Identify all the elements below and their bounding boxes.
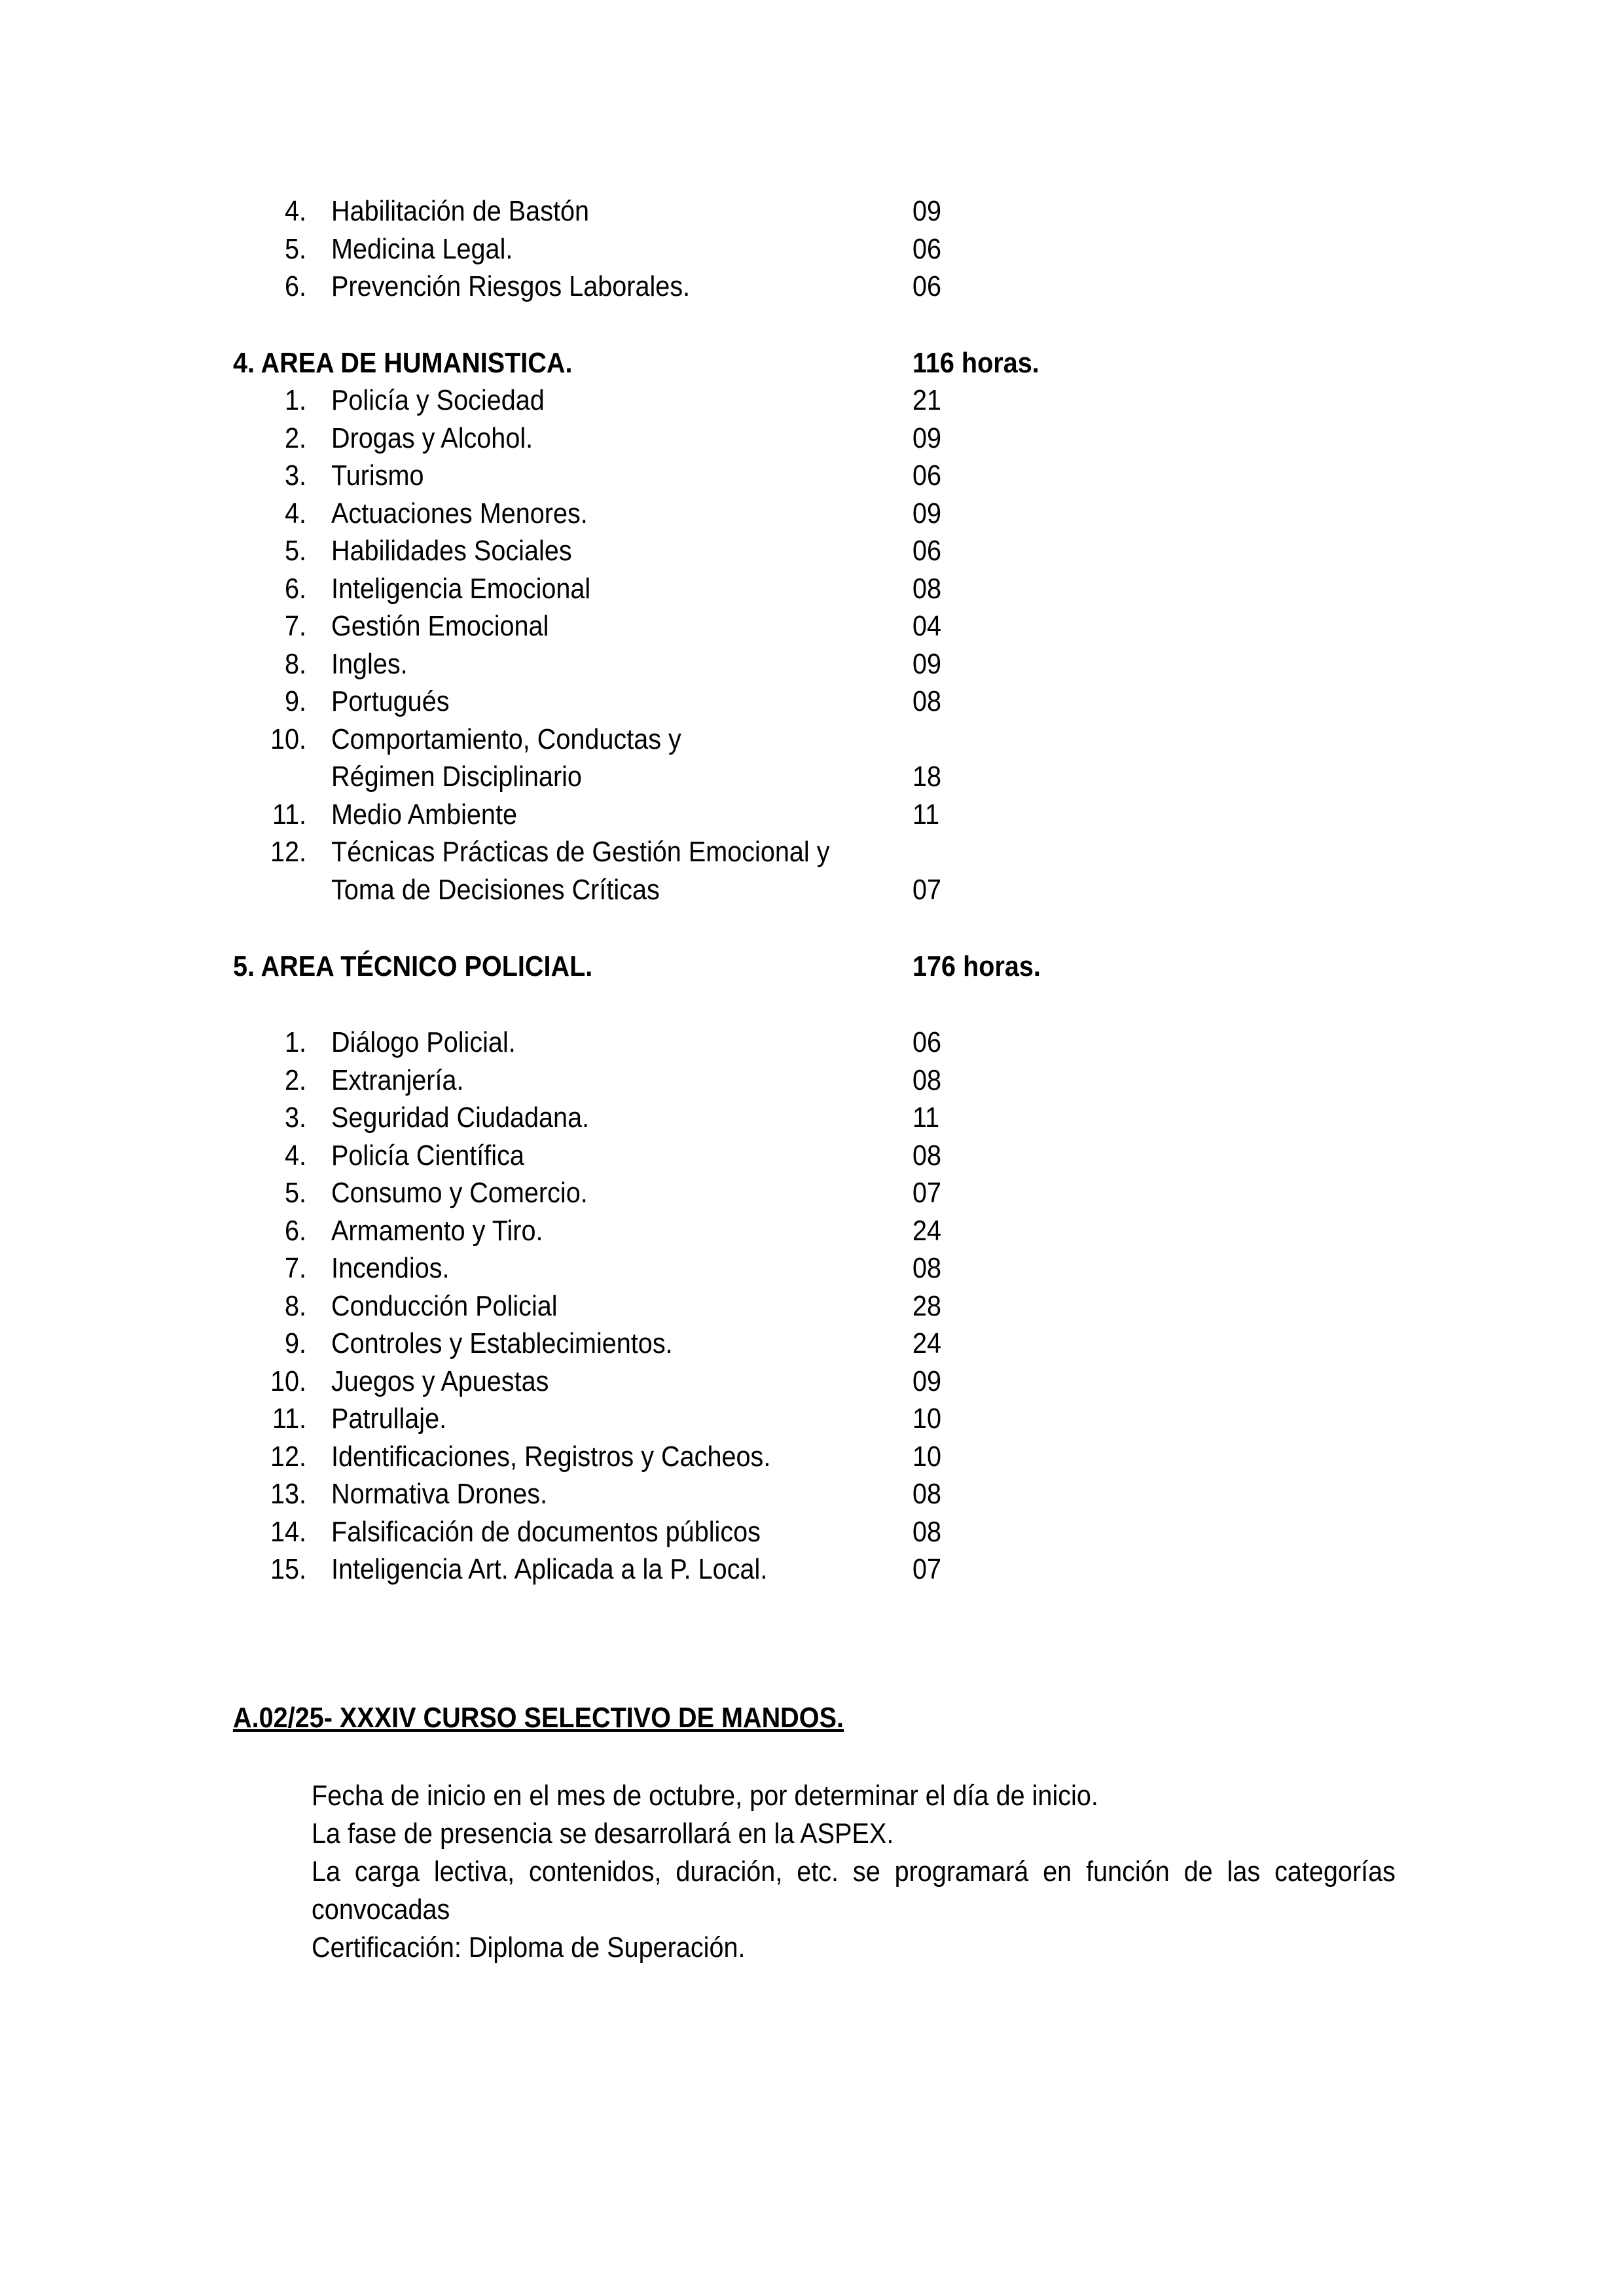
subject-label: Policía y Sociedad — [331, 384, 545, 416]
subject-label: Turismo — [331, 459, 424, 492]
subject-number: 4. — [284, 1139, 306, 1172]
subject-number: 9. — [284, 1327, 306, 1359]
subject-label: Extranjería. — [331, 1064, 464, 1096]
subject-label: Incendios. — [331, 1252, 450, 1284]
subject-number: 1. — [284, 1026, 306, 1058]
subject-hours: 06 — [912, 270, 942, 302]
subject-label: Medicina Legal. — [331, 232, 513, 265]
subject-label: Diálogo Policial. — [331, 1026, 516, 1058]
subject-hours: 07 — [912, 1553, 942, 1585]
subject-hours: 04 — [912, 610, 942, 642]
subject-number: 3. — [284, 1102, 306, 1134]
subject-hours: 24 — [912, 1214, 942, 1247]
workload-word: La — [312, 1856, 341, 1888]
subject-hours: 07 — [912, 1177, 942, 1209]
subject-number: 5. — [284, 1177, 306, 1209]
subject-label: Seguridad Ciudadana. — [331, 1102, 590, 1134]
subject-label: Comportamiento, Conductas y — [331, 723, 681, 755]
subject-number: 2. — [284, 422, 306, 454]
subject-hours: 09 — [912, 497, 942, 529]
subject-number: 11. — [272, 798, 306, 831]
subject-label: Gestión Emocional — [331, 610, 549, 642]
subject-label-continued: Régimen Disciplinario — [331, 761, 582, 793]
subject-hours: 09 — [912, 647, 942, 680]
subject-number: 2. — [284, 1064, 306, 1096]
subject-number: 3. — [284, 459, 306, 492]
workload-word: etc. — [797, 1856, 839, 1888]
subject-number: 12. — [270, 836, 306, 868]
subject-label: Habilidades Sociales — [331, 535, 572, 567]
subject-label: Inteligencia Emocional — [331, 572, 591, 605]
subject-hours: 18 — [912, 761, 942, 793]
subject-label: Actuaciones Menores. — [331, 497, 588, 529]
course-workload-line — [312, 1853, 1396, 1891]
subject-label: Policía Científica — [331, 1139, 524, 1172]
workload-word: carga — [354, 1856, 420, 1888]
subject-label: Técnicas Prácticas de Gestión Emocional y — [331, 836, 830, 868]
subject-label: Controles y Establecimientos. — [331, 1327, 673, 1359]
workload-word: en — [1043, 1856, 1072, 1888]
workload-word: se — [852, 1856, 880, 1888]
subject-number: 10. — [270, 723, 306, 755]
subject-label: Armamento y Tiro. — [331, 1214, 543, 1247]
subject-number: 4. — [284, 497, 306, 529]
course-start-date: Fecha de inicio en el mes de octubre, por determinar el día de inicio. — [312, 1780, 1098, 1812]
subject-hours: 08 — [912, 1139, 942, 1172]
subject-hours: 09 — [912, 1365, 942, 1397]
subject-hours: 09 — [912, 422, 942, 454]
subject-number: 9. — [284, 685, 306, 717]
workload-word: categorías — [1274, 1856, 1396, 1888]
subject-number: 6. — [284, 270, 306, 302]
subject-number: 1. — [284, 384, 306, 416]
subject-label: Consumo y Comercio. — [331, 1177, 588, 1209]
subject-hours: 21 — [912, 384, 942, 416]
subject-hours: 11 — [912, 798, 940, 831]
subject-hours: 11 — [912, 1102, 940, 1134]
subject-hours: 06 — [912, 459, 942, 492]
course-location: La fase de presencia se desarrollará en la ASPEX. — [312, 1818, 894, 1850]
workload-word: función — [1086, 1856, 1170, 1888]
subject-hours: 28 — [912, 1289, 942, 1322]
workload-word: programará — [894, 1856, 1029, 1888]
subject-number: 12. — [270, 1440, 306, 1473]
subject-label: Ingles. — [331, 647, 408, 680]
subject-label: Portugués — [331, 685, 450, 717]
area5-hours: 176 horas. — [912, 950, 1041, 982]
subject-label: Normativa Drones. — [331, 1478, 548, 1510]
subject-hours: 08 — [912, 1064, 942, 1096]
subject-number: 15. — [270, 1553, 306, 1585]
subject-number: 6. — [284, 572, 306, 605]
course-title: A.02/25- XXXIV CURSO SELECTIVO DE MANDOS. — [233, 1702, 844, 1734]
subject-hours: 06 — [912, 535, 942, 567]
subject-label: Prevención Riesgos Laborales. — [331, 270, 691, 302]
subject-number: 8. — [284, 1289, 306, 1322]
subject-number: 10. — [270, 1365, 306, 1397]
subject-number: 7. — [284, 610, 306, 642]
workload-word: lectiva, — [433, 1856, 515, 1888]
course-workload-line-end: convocadas — [312, 1893, 450, 1926]
subject-hours: 08 — [912, 572, 942, 605]
course-description — [312, 1777, 1398, 1967]
subject-number: 11. — [272, 1403, 306, 1435]
subject-hours: 10 — [912, 1440, 942, 1473]
subject-hours: 08 — [912, 1252, 942, 1284]
subject-label: Inteligencia Art. Aplicada a la P. Local. — [331, 1553, 768, 1585]
subject-number: 14. — [270, 1515, 306, 1548]
area4-title: 4. AREA DE HUMANISTICA. — [233, 347, 573, 379]
subject-label-continued: Toma de Decisiones Críticas — [331, 873, 660, 906]
workload-word: las — [1227, 1856, 1261, 1888]
subject-hours: 06 — [912, 232, 942, 265]
subject-label: Conducción Policial — [331, 1289, 558, 1322]
subject-number: 4. — [284, 195, 306, 227]
course-certification: Certificación: Diploma de Superación. — [312, 1931, 746, 1964]
subject-number: 8. — [284, 647, 306, 680]
subject-label: Drogas y Alcohol. — [331, 422, 533, 454]
subject-number: 5. — [284, 535, 306, 567]
area5-title: 5. AREA TÉCNICO POLICIAL. — [233, 950, 593, 982]
subject-hours: 24 — [912, 1327, 942, 1359]
subject-hours: 09 — [912, 195, 942, 227]
subject-hours: 07 — [912, 873, 942, 906]
subject-hours: 10 — [912, 1403, 942, 1435]
subject-hours: 08 — [912, 1478, 942, 1510]
subject-number: 13. — [270, 1478, 306, 1510]
subject-number: 5. — [284, 232, 306, 265]
subject-number: 6. — [284, 1214, 306, 1247]
subject-label: Identificaciones, Registros y Cacheos. — [331, 1440, 771, 1473]
subject-hours: 08 — [912, 685, 942, 717]
subject-label: Medio Ambiente — [331, 798, 517, 831]
area4-hours: 116 horas. — [912, 347, 1039, 379]
subject-label: Juegos y Apuestas — [331, 1365, 549, 1397]
workload-word: contenidos, — [528, 1856, 662, 1888]
subject-hours: 08 — [912, 1515, 942, 1548]
subject-number: 7. — [284, 1252, 306, 1284]
workload-word: duración, — [676, 1856, 783, 1888]
subject-hours: 06 — [912, 1026, 942, 1058]
workload-word: de — [1183, 1856, 1213, 1888]
subject-label: Falsificación de documentos públicos — [331, 1515, 761, 1548]
subject-label: Patrullaje. — [331, 1403, 447, 1435]
subject-label: Habilitación de Bastón — [331, 195, 590, 227]
